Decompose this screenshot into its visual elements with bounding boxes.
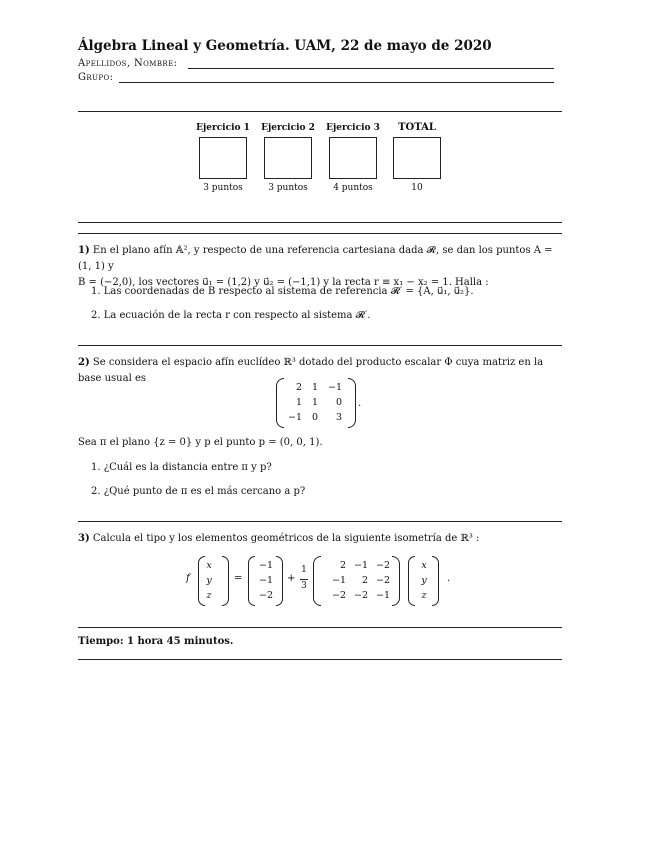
vector-cell: x [206, 560, 212, 571]
vector-cell: −1 [258, 575, 273, 586]
isometry-equation [186, 556, 466, 606]
group-field-row [78, 72, 113, 83]
time-limit: Tiempo: 1 hora 45 minutos. [78, 636, 234, 647]
matrix-cell: 3 [335, 412, 342, 423]
exercise-number: 3) [78, 533, 90, 544]
exercise-1-statement [78, 243, 564, 291]
group-label: Grupo: [78, 72, 114, 83]
matrix-cell: −1 [287, 412, 302, 423]
score-box-ex1[interactable] [199, 137, 247, 179]
matrix-cell: 1 [311, 397, 318, 408]
page-title: Álgebra Lineal y Geometría. UAM, 22 de mayo de 2020 [78, 38, 492, 54]
exercise-number: 1) [78, 245, 90, 256]
right-paren [392, 556, 400, 606]
vector-cell: z [206, 590, 212, 601]
matrix-cell: 2 [295, 382, 302, 393]
list-item: 1. ¿Cuál es la distancia entre π y p? [91, 462, 272, 473]
group-field[interactable] [119, 82, 554, 83]
matrix-cell: −2 [353, 590, 368, 601]
matrix-cell: 1 [295, 397, 302, 408]
matrix-cell: −1 [375, 590, 390, 601]
score-points: 10 [411, 183, 423, 193]
plus-sign: + [287, 573, 296, 584]
name-label: Apellidos, Nombre: [78, 58, 178, 69]
divider [78, 627, 562, 628]
exercise-text: Se considera el espacio afín euclídeo ℝ³ dotado del producto escalar Φ cuya matriz en la base usual es [78, 357, 544, 384]
divider [78, 233, 562, 234]
score-col-header: Ejercicio 3 [326, 123, 380, 133]
score-col-header: Ejercicio 2 [261, 123, 315, 133]
vector-cell: y [206, 575, 212, 586]
exercise-2-plane: Sea π el plano {z = 0} y p el punto p = (0, 0, 1). [78, 437, 323, 448]
vector-cell: x [421, 560, 427, 571]
fraction-numerator: 1 [301, 565, 307, 575]
exercise-number: 2) [78, 357, 90, 368]
divider [78, 521, 562, 522]
exercise-text: En el plano afín 𝔸², y respecto de una referencia cartesiana dada 𝓡, se dan los puntos A = (1, 1) y [78, 245, 553, 272]
left-paren [313, 556, 321, 606]
matrix-cell: −2 [375, 575, 390, 586]
matrix-cell: 0 [311, 412, 318, 423]
vector-cell: −2 [258, 590, 273, 601]
list-item: 2. ¿Qué punto de π es el más cercano a p? [91, 486, 306, 497]
list-item: 1. Las coordenadas de B respecto al sistema de referencia 𝓡′ = {A, u⃗₁, u⃗₂}. [91, 286, 474, 297]
period: . [358, 398, 362, 409]
divider [78, 111, 562, 112]
score-points: 3 puntos [268, 183, 308, 193]
exercise-text: Calcula el tipo y los elementos geométricos de la siguiente isometría de ℝ³ : [92, 533, 480, 544]
fraction-bar [300, 579, 308, 580]
list-item: 2. La ecuación de la recta r con respecto al sistema 𝓡′. [91, 310, 371, 321]
divider [78, 222, 562, 223]
exercise-text: B = (−2,0), los vectores u⃗₁ = (1,2) y u⃗₂ = (−1,1) y la recta r ≡ x₁ − x₂ = 1. Halla : [78, 277, 489, 288]
vector-cell: z [421, 590, 427, 601]
matrix-cell: −1 [353, 560, 368, 571]
matrix-cell: 0 [335, 397, 342, 408]
vector-cell: y [421, 575, 427, 586]
score-col-header: TOTAL [398, 122, 436, 133]
score-box-ex2[interactable] [264, 137, 312, 179]
equals-sign: = [234, 573, 243, 584]
right-paren [222, 556, 229, 606]
matrix-cell: −2 [331, 590, 346, 601]
matrix-cell: 2 [339, 560, 346, 571]
matrix-phi [276, 378, 366, 428]
score-box-total[interactable] [393, 137, 441, 179]
right-paren [276, 556, 283, 606]
matrix-cell: −2 [375, 560, 390, 571]
matrix-cell: 1 [311, 382, 318, 393]
matrix-cell: 2 [361, 575, 368, 586]
right-paren [432, 556, 439, 606]
score-box-ex3[interactable] [329, 137, 377, 179]
period: . [447, 573, 451, 584]
function-symbol: f [186, 573, 190, 584]
matrix-cell: −1 [327, 382, 342, 393]
name-field[interactable] [188, 68, 554, 69]
right-paren [348, 378, 356, 428]
score-col-header: Ejercicio 1 [196, 123, 250, 133]
fraction-denominator: 3 [301, 581, 307, 591]
divider [78, 345, 562, 346]
score-points: 3 puntos [203, 183, 243, 193]
vector-cell: −1 [258, 560, 273, 571]
divider [78, 659, 562, 660]
name-field-row [78, 58, 177, 69]
exercise-3-statement [78, 531, 564, 547]
matrix-cell: −1 [331, 575, 346, 586]
score-points: 4 puntos [333, 183, 373, 193]
